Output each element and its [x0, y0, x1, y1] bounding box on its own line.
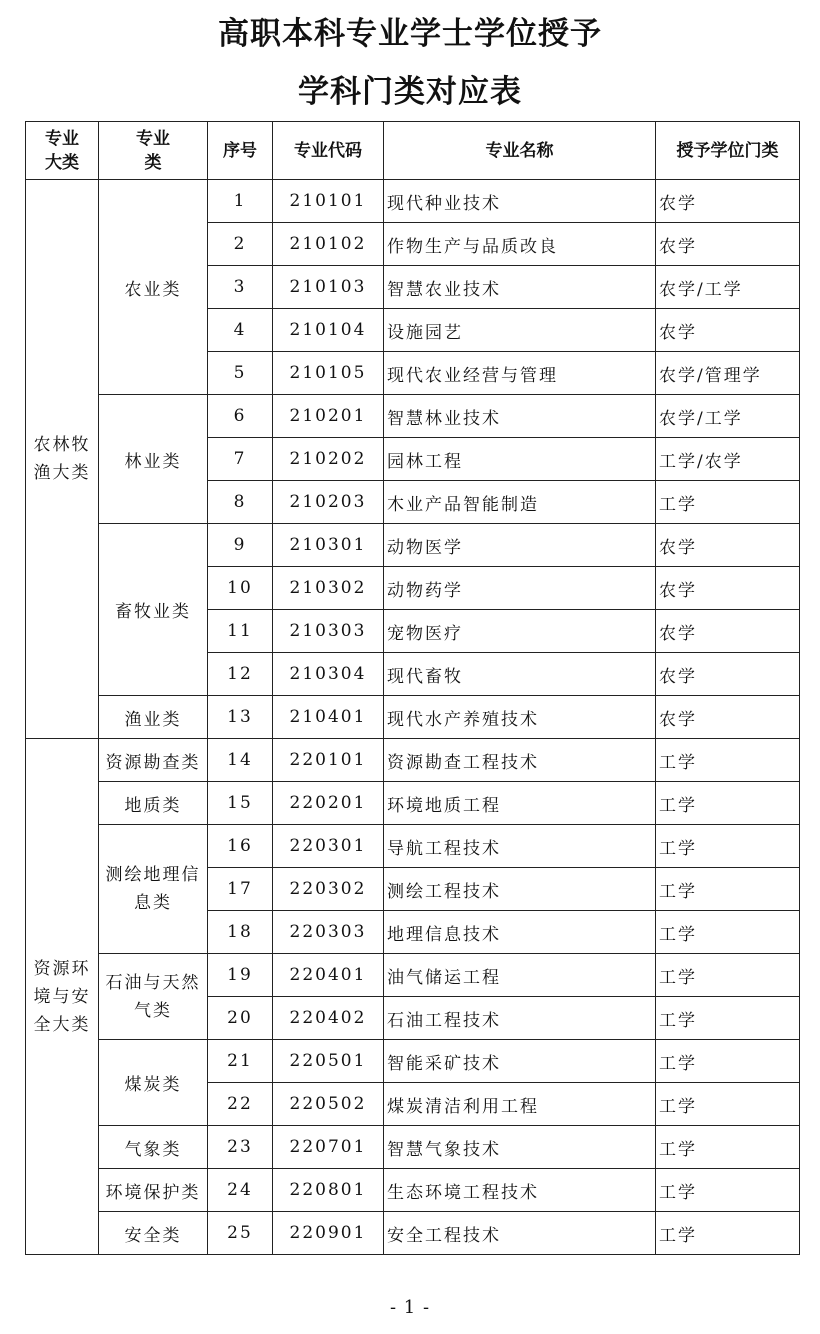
table-row: [26, 524, 800, 567]
seq-cell: 12: [208, 653, 273, 696]
major-name-cell: 安全工程技术: [384, 1212, 656, 1255]
seq-cell: 15: [208, 782, 273, 825]
major-name-cell: 资源勘查工程技术: [384, 739, 656, 782]
major-name-cell: 导航工程技术: [384, 825, 656, 868]
seq-cell: 6: [208, 395, 273, 438]
code-cell: 210303: [273, 610, 384, 653]
code-cell: 220201: [273, 782, 384, 825]
sub-category-cell: 环境保护类: [99, 1169, 208, 1212]
code-cell: 210302: [273, 567, 384, 610]
seq-cell: 21: [208, 1040, 273, 1083]
seq-cell: 16: [208, 825, 273, 868]
degree-cell: 工学: [656, 782, 800, 825]
seq-cell: 25: [208, 1212, 273, 1255]
degree-cell: 农学: [656, 524, 800, 567]
header-degree: 授予学位门类: [656, 122, 800, 180]
table-row: [26, 954, 800, 997]
code-cell: 220303: [273, 911, 384, 954]
degree-cell: 工学: [656, 911, 800, 954]
code-cell: 210101: [273, 180, 384, 223]
code-cell: 210105: [273, 352, 384, 395]
seq-cell: 20: [208, 997, 273, 1040]
code-cell: 220401: [273, 954, 384, 997]
degree-cell: 农学: [656, 223, 800, 266]
seq-cell: 1: [208, 180, 273, 223]
degree-cell: 工学: [656, 739, 800, 782]
table-row: [26, 395, 800, 438]
code-cell: 220402: [273, 997, 384, 1040]
seq-cell: 18: [208, 911, 273, 954]
code-cell: 210201: [273, 395, 384, 438]
table-row: [26, 1169, 800, 1212]
header-code: 专业代码: [273, 122, 384, 180]
major-name-cell: 现代畜牧: [384, 653, 656, 696]
header-sub-category: 专业 类: [99, 122, 208, 180]
sub-category-cell: 农业类: [99, 180, 208, 395]
sub-category-cell: 煤炭类: [99, 1040, 208, 1126]
table-row: [26, 1040, 800, 1083]
code-cell: 220302: [273, 868, 384, 911]
major-name-cell: 智慧气象技术: [384, 1126, 656, 1169]
degree-cell: 农学: [656, 309, 800, 352]
major-name-cell: 现代种业技术: [384, 180, 656, 223]
table-row: [26, 782, 800, 825]
degree-cell: 农学: [656, 653, 800, 696]
degree-mapping-table: [25, 121, 800, 1255]
table-row: [26, 825, 800, 868]
seq-cell: 13: [208, 696, 273, 739]
sub-category-cell: 测绘地理信息类: [99, 825, 208, 954]
seq-cell: 10: [208, 567, 273, 610]
seq-cell: 8: [208, 481, 273, 524]
degree-cell: 工学: [656, 997, 800, 1040]
degree-cell: 农学/工学: [656, 266, 800, 309]
major-name-cell: 煤炭清洁利用工程: [384, 1083, 656, 1126]
page-number: - 1 -: [389, 1297, 431, 1318]
major-name-cell: 地理信息技术: [384, 911, 656, 954]
code-cell: 220501: [273, 1040, 384, 1083]
table-row: [26, 180, 800, 223]
code-cell: 220701: [273, 1126, 384, 1169]
major-name-cell: 作物生产与品质改良: [384, 223, 656, 266]
major-name-cell: 现代水产养殖技术: [384, 696, 656, 739]
code-cell: 210304: [273, 653, 384, 696]
code-cell: 220801: [273, 1169, 384, 1212]
seq-cell: 23: [208, 1126, 273, 1169]
sub-category-cell: 石油与天然气类: [99, 954, 208, 1040]
major-name-cell: 宠物医疗: [384, 610, 656, 653]
degree-cell: 工学: [656, 868, 800, 911]
table-header-row: [26, 122, 800, 180]
major-name-cell: 智慧农业技术: [384, 266, 656, 309]
code-cell: 220101: [273, 739, 384, 782]
document-title-line-1: 高职本科专业学士学位授予: [218, 16, 602, 52]
degree-cell: 工学: [656, 1212, 800, 1255]
seq-cell: 4: [208, 309, 273, 352]
seq-cell: 9: [208, 524, 273, 567]
seq-cell: 14: [208, 739, 273, 782]
degree-cell: 工学: [656, 825, 800, 868]
major-name-cell: 设施园艺: [384, 309, 656, 352]
seq-cell: 11: [208, 610, 273, 653]
major-name-cell: 木业产品智能制造: [384, 481, 656, 524]
code-cell: 210401: [273, 696, 384, 739]
code-cell: 210301: [273, 524, 384, 567]
major-category-cell: 资源环境与安全大类: [26, 739, 99, 1255]
document-title-line-2: 学科门类对应表: [298, 74, 522, 110]
degree-cell: 农学: [656, 567, 800, 610]
degree-cell: 工学: [656, 954, 800, 997]
major-name-cell: 油气储运工程: [384, 954, 656, 997]
seq-cell: 22: [208, 1083, 273, 1126]
major-name-cell: 园林工程: [384, 438, 656, 481]
header-seq: 序号: [208, 122, 273, 180]
major-name-cell: 智慧林业技术: [384, 395, 656, 438]
table-row: [26, 1212, 800, 1255]
major-name-cell: 动物药学: [384, 567, 656, 610]
table-row: [26, 1126, 800, 1169]
degree-cell: 工学: [656, 1126, 800, 1169]
major-name-cell: 现代农业经营与管理: [384, 352, 656, 395]
major-name-cell: 动物医学: [384, 524, 656, 567]
degree-cell: 工学: [656, 481, 800, 524]
degree-cell: 工学: [656, 1083, 800, 1126]
code-cell: 210202: [273, 438, 384, 481]
degree-cell: 农学: [656, 610, 800, 653]
seq-cell: 24: [208, 1169, 273, 1212]
major-name-cell: 智能采矿技术: [384, 1040, 656, 1083]
table-row: [26, 739, 800, 782]
header-name: 专业名称: [384, 122, 656, 180]
code-cell: 210102: [273, 223, 384, 266]
code-cell: 220301: [273, 825, 384, 868]
degree-cell: 工学/农学: [656, 438, 800, 481]
code-cell: 210104: [273, 309, 384, 352]
degree-cell: 农学/管理学: [656, 352, 800, 395]
seq-cell: 2: [208, 223, 273, 266]
sub-category-cell: 渔业类: [99, 696, 208, 739]
major-name-cell: 石油工程技术: [384, 997, 656, 1040]
degree-cell: 农学: [656, 696, 800, 739]
sub-category-cell: 畜牧业类: [99, 524, 208, 696]
code-cell: 210103: [273, 266, 384, 309]
seq-cell: 19: [208, 954, 273, 997]
seq-cell: 3: [208, 266, 273, 309]
major-category-cell: 农林牧渔大类: [26, 180, 99, 739]
code-cell: 220502: [273, 1083, 384, 1126]
code-cell: 220901: [273, 1212, 384, 1255]
seq-cell: 5: [208, 352, 273, 395]
degree-cell: 工学: [656, 1169, 800, 1212]
degree-cell: 农学/工学: [656, 395, 800, 438]
major-name-cell: 生态环境工程技术: [384, 1169, 656, 1212]
degree-cell: 工学: [656, 1040, 800, 1083]
major-name-cell: 测绘工程技术: [384, 868, 656, 911]
degree-cell: 农学: [656, 180, 800, 223]
header-major-category: 专业 大类: [26, 122, 99, 180]
sub-category-cell: 安全类: [99, 1212, 208, 1255]
seq-cell: 7: [208, 438, 273, 481]
major-name-cell: 环境地质工程: [384, 782, 656, 825]
sub-category-cell: 气象类: [99, 1126, 208, 1169]
sub-category-cell: 资源勘查类: [99, 739, 208, 782]
code-cell: 210203: [273, 481, 384, 524]
seq-cell: 17: [208, 868, 273, 911]
sub-category-cell: 地质类: [99, 782, 208, 825]
sub-category-cell: 林业类: [99, 395, 208, 524]
table-row: [26, 696, 800, 739]
